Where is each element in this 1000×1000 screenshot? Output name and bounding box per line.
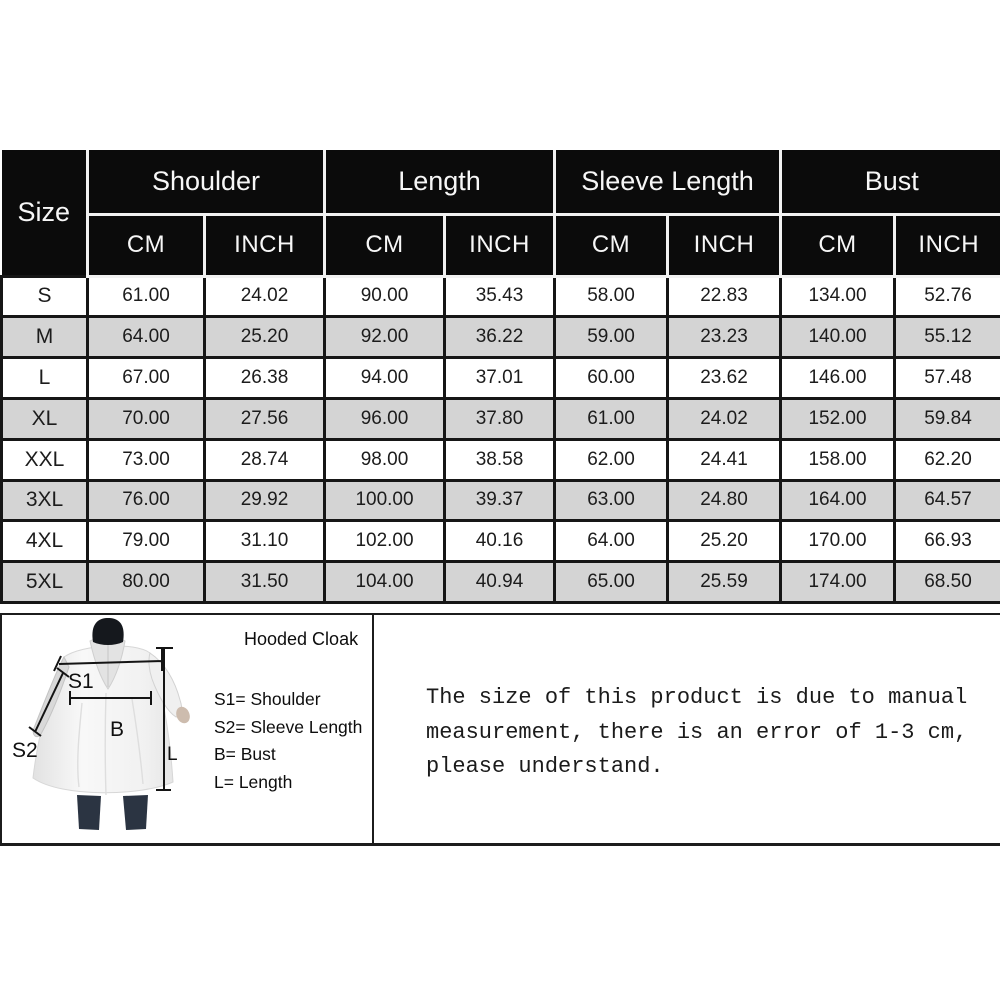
s2-label: S2: [12, 739, 38, 762]
measurement-value: 104.00: [325, 562, 445, 603]
measurement-value: 37.80: [445, 398, 555, 439]
beanie-hat: [92, 618, 123, 645]
measurement-value: 39.37: [445, 480, 555, 521]
table-row: [2, 439, 1000, 480]
table-header-row-units: [2, 214, 1000, 276]
measurement-value: 98.00: [325, 439, 445, 480]
unit-header-cm: CM: [88, 214, 205, 276]
table-row: [2, 480, 1000, 521]
measurement-value: 38.58: [445, 439, 555, 480]
legend-item-shoulder: S1= Shoulder: [214, 689, 321, 709]
measurement-value: 28.74: [205, 439, 325, 480]
left-leg-jeans: [77, 795, 101, 830]
unit-header-inch: INCH: [205, 214, 325, 276]
disclaimer-line: measurement, there is an error of 1-3 cm,: [426, 719, 968, 745]
disclaimer-line: The size of this product is due to manual: [426, 685, 968, 710]
measurement-value: 170.00: [781, 521, 895, 562]
unit-header-cm: CM: [555, 214, 668, 276]
measurement-value: 64.57: [895, 480, 1000, 521]
size-table: [0, 150, 1000, 604]
measurement-value: 64.00: [555, 521, 668, 562]
info-panel: [0, 613, 1000, 846]
measurement-value: 62.00: [555, 439, 668, 480]
table-row: [2, 521, 1000, 562]
measurement-diagram-cell: [2, 615, 374, 843]
measurement-value: 67.00: [88, 358, 205, 399]
size-column-header: Size: [2, 150, 88, 276]
size-cell: 3XL: [2, 480, 88, 521]
size-cell: 4XL: [2, 521, 88, 562]
measurement-value: 36.22: [445, 317, 555, 358]
measurement-value: 63.00: [555, 480, 668, 521]
measurement-value: 40.16: [445, 521, 555, 562]
measurement-legend: [214, 629, 362, 796]
size-cell: 5XL: [2, 562, 88, 603]
measurement-value: 24.02: [668, 398, 781, 439]
measurement-value: 37.01: [445, 358, 555, 399]
table-row: [2, 317, 1000, 358]
measurement-value: 94.00: [325, 358, 445, 399]
legend-item-length: L= Length: [214, 771, 293, 792]
size-cell: S: [2, 276, 88, 317]
measurement-value: 29.92: [205, 480, 325, 521]
group-header-sleeve-length: Sleeve Length: [555, 150, 781, 214]
unit-header-cm: CM: [781, 214, 895, 276]
measurement-value: 55.12: [895, 317, 1000, 358]
measurement-value: 22.83: [668, 276, 781, 317]
table-header-row-groups: [2, 150, 1000, 214]
l-label: L: [167, 744, 178, 765]
measurement-value: 65.00: [555, 562, 668, 603]
measurement-value: 164.00: [781, 480, 895, 521]
measurement-value: 31.50: [205, 562, 325, 603]
measurement-value: 24.80: [668, 480, 781, 521]
hooded-cloak-illustration: [2, 615, 217, 843]
measurement-value: 62.20: [895, 439, 1000, 480]
table-row: [2, 562, 1000, 603]
s1-label: S1: [68, 670, 94, 693]
measurement-value: 26.38: [205, 358, 325, 399]
measurement-value: 68.50: [895, 562, 1000, 603]
group-header-length: Length: [325, 150, 555, 214]
measurement-value: 158.00: [781, 439, 895, 480]
measurement-value: 27.56: [205, 398, 325, 439]
measurement-value: 70.00: [88, 398, 205, 439]
measurement-value: 23.23: [668, 317, 781, 358]
disclaimer-text: [426, 681, 990, 785]
measurement-value: 100.00: [325, 480, 445, 521]
measurement-value: 52.76: [895, 276, 1000, 317]
unit-header-inch: INCH: [668, 214, 781, 276]
measurement-value: 58.00: [555, 276, 668, 317]
size-cell: L: [2, 358, 88, 399]
table-row: [2, 276, 1000, 317]
measurement-value: 64.00: [88, 317, 205, 358]
legend-item-bust: B= Bust: [214, 744, 276, 765]
measurement-value: 35.43: [445, 276, 555, 317]
size-cell: XL: [2, 398, 88, 439]
size-cell: XXL: [2, 439, 88, 480]
unit-header-inch: INCH: [445, 214, 555, 276]
measurement-value: 25.59: [668, 562, 781, 603]
measurement-value: 80.00: [88, 562, 205, 603]
measurement-value: 96.00: [325, 398, 445, 439]
measurement-value: 66.93: [895, 521, 1000, 562]
unit-header-inch: INCH: [895, 214, 1000, 276]
group-header-bust: Bust: [781, 150, 1000, 214]
measurement-value: 92.00: [325, 317, 445, 358]
size-cell: M: [2, 317, 88, 358]
right-leg-jeans: [123, 795, 148, 830]
b-label: B: [110, 718, 125, 741]
legend-item-sleeve-length: S2= Sleeve Length: [214, 716, 363, 737]
measurement-value: 73.00: [88, 439, 205, 480]
measurement-value: 76.00: [88, 480, 205, 521]
measurement-value: 61.00: [555, 398, 668, 439]
table-row: [2, 358, 1000, 399]
measurement-value: 134.00: [781, 276, 895, 317]
measurement-value: 61.00: [88, 276, 205, 317]
product-title: Hooded Cloak: [244, 629, 359, 649]
measurement-value: 25.20: [205, 317, 325, 358]
table-row: [2, 398, 1000, 439]
unit-header-cm: CM: [325, 214, 445, 276]
measurement-value: 59.84: [895, 398, 1000, 439]
measurement-value: 146.00: [781, 358, 895, 399]
measurement-value: 25.20: [668, 521, 781, 562]
measurement-value: 24.41: [668, 439, 781, 480]
measurement-value: 24.02: [205, 276, 325, 317]
disclaimer-cell: [374, 615, 1000, 843]
measurement-value: 60.00: [555, 358, 668, 399]
group-header-shoulder: Shoulder: [88, 150, 325, 214]
measurement-value: 40.94: [445, 562, 555, 603]
measurement-value: 59.00: [555, 317, 668, 358]
measurement-value: 152.00: [781, 398, 895, 439]
measurement-value: 23.62: [668, 358, 781, 399]
disclaimer-line: please understand.: [426, 754, 664, 779]
measurement-value: 79.00: [88, 521, 205, 562]
measurement-value: 90.00: [325, 276, 445, 317]
measurement-value: 57.48: [895, 358, 1000, 399]
measurement-value: 31.10: [205, 521, 325, 562]
measurement-value: 102.00: [325, 521, 445, 562]
measurement-value: 140.00: [781, 317, 895, 358]
measurement-value: 174.00: [781, 562, 895, 603]
